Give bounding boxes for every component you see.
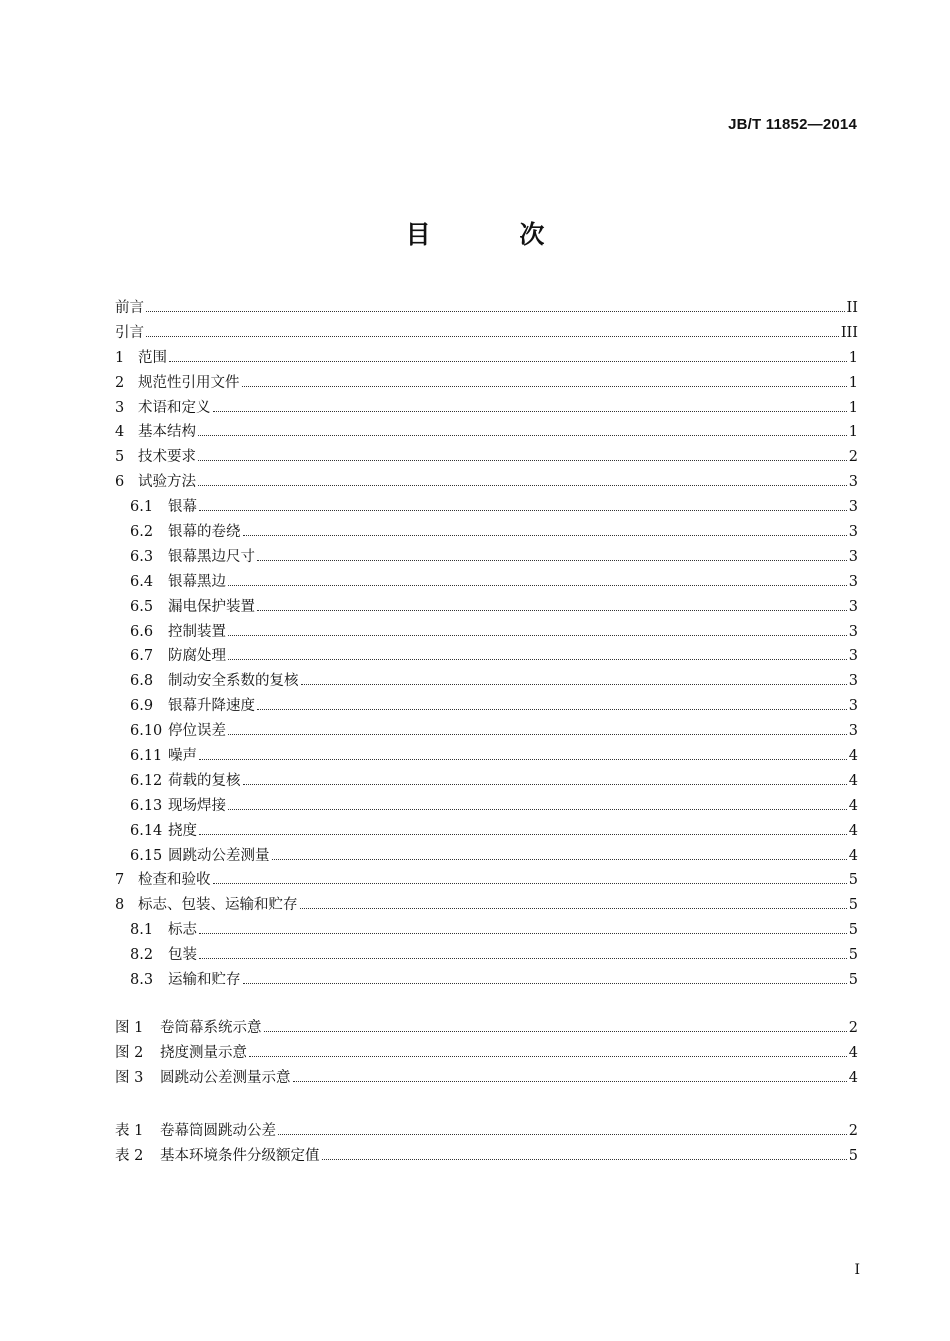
toc-entry-page: 3 [848,548,858,565]
toc-entry-title: 检查和验收 [138,872,211,889]
toc-entry-title: 漏电保护装置 [168,598,255,615]
toc-entry[interactable] [115,346,858,371]
toc-leader-dots [228,659,847,660]
toc-section-contents [115,296,858,993]
toc-entry[interactable] [115,769,858,794]
toc-entry[interactable] [115,296,858,321]
toc-section-figures [115,1016,858,1091]
toc-entry[interactable] [115,794,858,819]
toc-entry-number: 5 [115,449,125,466]
toc-entry-page: 5 [848,947,858,964]
toc-entry-number: 2 [115,374,125,391]
toc-entry-number: 6.15 [130,847,163,864]
toc-entry-title: 试验方法 [138,474,196,491]
toc-entry-number: 6.9 [130,698,154,715]
toc-entry-title: 引言 [115,324,144,341]
toc-entry[interactable] [115,943,858,968]
toc-entry-title: 噪声 [168,748,197,765]
toc-leader-dots [199,510,847,511]
toc-entry-number: 6.2 [130,524,154,541]
toc-entry-page: 2 [848,449,858,466]
toc-leader-dots [213,883,847,884]
toc-entry-title: 制动安全系数的复核 [168,673,299,690]
toc-entry-page: 2 [848,1020,858,1036]
document-number: JB/T 11852—2014 [728,116,857,133]
toc-leader-dots [257,709,847,710]
toc-entry-number: 6.8 [130,673,154,690]
toc-entry[interactable] [115,445,858,470]
toc-entry-title: 前言 [115,300,144,316]
toc-leader-dots [264,1031,847,1032]
toc-entry[interactable] [115,470,858,495]
toc-entry-page: 5 [848,1147,858,1164]
toc-entry[interactable] [115,644,858,669]
toc-leader-dots [146,336,839,337]
toc-entry-page: 1 [848,374,858,391]
toc-leader-dots [199,933,847,934]
toc-leader-dots [249,1056,847,1057]
toc-entry-page: 3 [848,723,858,740]
toc-entry-title: 现场焊接 [168,797,226,814]
toc-entry-title: 挠度测量示意 [160,1044,247,1061]
toc-entry-number: 6 [115,474,125,491]
toc-entry[interactable] [115,918,858,943]
toc-entry[interactable] [115,893,858,918]
toc-entry-number: 6.3 [130,548,154,565]
toc-entry-page: 1 [848,349,858,366]
toc-entry-number: 表 1 [115,1123,144,1139]
toc-entry-title: 基本结构 [138,424,196,441]
toc-leader-dots [228,635,847,636]
toc-entry[interactable] [115,396,858,421]
toc-entry-number: 图 2 [115,1044,144,1061]
toc-entry[interactable] [115,844,858,869]
toc-entry-title: 标志 [168,922,197,939]
toc-leader-dots [199,834,847,835]
toc-entry-page: 3 [848,499,858,516]
toc-entry-title: 范围 [138,349,167,366]
toc-entry-title: 包装 [168,947,197,964]
toc-entry-number: 图 1 [115,1020,144,1036]
toc-entry-number: 表 2 [115,1147,144,1164]
toc-entry-page: 1 [848,424,858,441]
toc-entry[interactable] [115,1119,858,1144]
toc-leader-dots [300,908,847,909]
toc-entry[interactable] [115,420,858,445]
toc-entry-page: 3 [848,648,858,665]
toc-entry-page: III [840,324,858,341]
toc-entry-title: 银幕黑边 [168,573,226,590]
toc-entry-page: 4 [848,822,858,839]
toc-entry-page: 2 [848,1123,858,1139]
toc-entry-title: 卷幕筒圆跳动公差 [160,1123,276,1139]
toc-leader-dots [243,535,847,536]
toc-entry[interactable] [115,694,858,719]
toc-leader-dots [199,759,847,760]
toc-entry[interactable] [115,620,858,645]
toc-entry-title: 圆跳动公差测量 [168,847,270,864]
toc-entry-title: 银幕黑边尺寸 [168,548,255,565]
toc-leader-dots [228,809,847,810]
toc-entry-page: 3 [848,598,858,615]
page-number: I [854,1262,860,1278]
toc-leader-dots [198,460,847,461]
toc-entry-title: 术语和定义 [138,399,211,416]
toc-entry-page: 3 [848,673,858,690]
toc-entry-title: 卷筒幕系统示意 [160,1020,262,1036]
toc-entry-page: 3 [848,524,858,541]
toc-entry[interactable] [115,1066,858,1091]
toc-entry-number: 1 [115,349,125,366]
toc-entry[interactable] [115,520,858,545]
toc-entry[interactable] [115,1041,858,1066]
toc-entry-title: 技术要求 [138,449,196,466]
toc-entry-title: 控制装置 [168,623,226,640]
toc-entry-title: 银幕的卷绕 [168,524,241,541]
toc-leader-dots [272,859,847,860]
toc-leader-dots [278,1134,847,1135]
toc-entry-number: 8 [115,897,125,914]
toc-entry-page: 3 [848,623,858,640]
toc-entry-number: 6.11 [130,748,163,765]
toc-entry[interactable] [115,819,858,844]
toc-entry-title: 圆跳动公差测量示意 [160,1069,291,1086]
toc-entry-page: 1 [848,399,858,416]
toc-entry-title: 银幕 [168,499,197,516]
toc-entry-page: 4 [848,1069,858,1086]
toc-leader-dots [213,411,847,412]
toc-entry[interactable] [115,1016,858,1041]
toc-entry[interactable] [115,321,858,346]
toc-entry-number: 6.10 [130,723,163,740]
toc-leader-dots [257,560,847,561]
toc-entry-page: II [846,300,858,316]
toc-entry-page: 3 [848,573,858,590]
toc-entry-page: 4 [848,797,858,814]
toc-entry-title: 防腐处理 [168,648,226,665]
toc-leader-dots [243,983,847,984]
toc-entry-number: 6.6 [130,623,154,640]
toc-entry[interactable] [115,1144,858,1169]
toc-leader-dots [301,684,847,685]
toc-entry-number: 图 3 [115,1069,144,1086]
toc-leader-dots [293,1081,847,1082]
toc-entry-page: 4 [848,1044,858,1061]
toc-leader-dots [169,361,847,362]
toc-entry-page: 5 [848,897,858,914]
toc-entry[interactable] [115,570,858,595]
toc-entry-title: 基本环境条件分级额定值 [160,1147,320,1164]
toc-leader-dots [198,435,847,436]
toc-entry[interactable] [115,545,858,570]
toc-entry[interactable] [115,719,858,744]
toc-section-tables [115,1119,858,1169]
toc-entry-number: 8.3 [130,972,154,989]
toc-entry-number: 6.1 [130,499,154,516]
toc-leader-dots [257,610,847,611]
toc-entry-number: 7 [115,872,125,889]
toc-entry-page: 4 [848,772,858,789]
toc-entry-title: 运输和贮存 [168,972,241,989]
toc-entry[interactable] [115,371,858,396]
toc-entry[interactable] [115,968,858,993]
toc-entry-title: 停位误差 [168,723,226,740]
toc-entry-page: 4 [848,748,858,765]
toc-leader-dots [242,386,847,387]
page-title: 目 次 [405,220,585,249]
toc-leader-dots [199,958,847,959]
toc-entry[interactable] [115,595,858,620]
toc-leader-dots [198,485,847,486]
toc-entry-number: 3 [115,399,125,416]
toc-entry-number: 6.12 [130,772,163,789]
toc-entry-number: 6.7 [130,648,154,665]
toc-leader-dots [243,784,847,785]
toc-entry-page: 5 [848,972,858,989]
toc-entry-title: 银幕升降速度 [168,698,255,715]
toc-entry-title: 标志、包装、运输和贮存 [138,897,298,914]
toc-entry-page: 3 [848,698,858,715]
toc-leader-dots [228,734,847,735]
toc-entry-title: 规范性引用文件 [138,374,240,391]
toc-entry-number: 8.1 [130,922,154,939]
toc-entry-number: 6.13 [130,797,163,814]
toc-entry-title: 挠度 [168,822,197,839]
toc-entry[interactable] [115,744,858,769]
toc-entry[interactable] [115,669,858,694]
toc-entry-number: 4 [115,424,125,441]
toc-entry-number: 8.2 [130,947,154,964]
toc-entry-number: 6.14 [130,822,163,839]
toc-entry[interactable] [115,868,858,893]
toc-leader-dots [228,585,847,586]
toc-leader-dots [322,1159,847,1160]
toc-entry-title: 荷载的复核 [168,772,241,789]
toc-entry-page: 3 [848,474,858,491]
toc-entry-number: 6.5 [130,598,154,615]
toc-leader-dots [146,311,845,312]
toc-entry-page: 4 [848,847,858,864]
toc-entry-page: 5 [848,922,858,939]
toc-entry-number: 6.4 [130,573,154,590]
toc-entry-page: 5 [848,872,858,889]
toc-entry[interactable] [115,495,858,520]
